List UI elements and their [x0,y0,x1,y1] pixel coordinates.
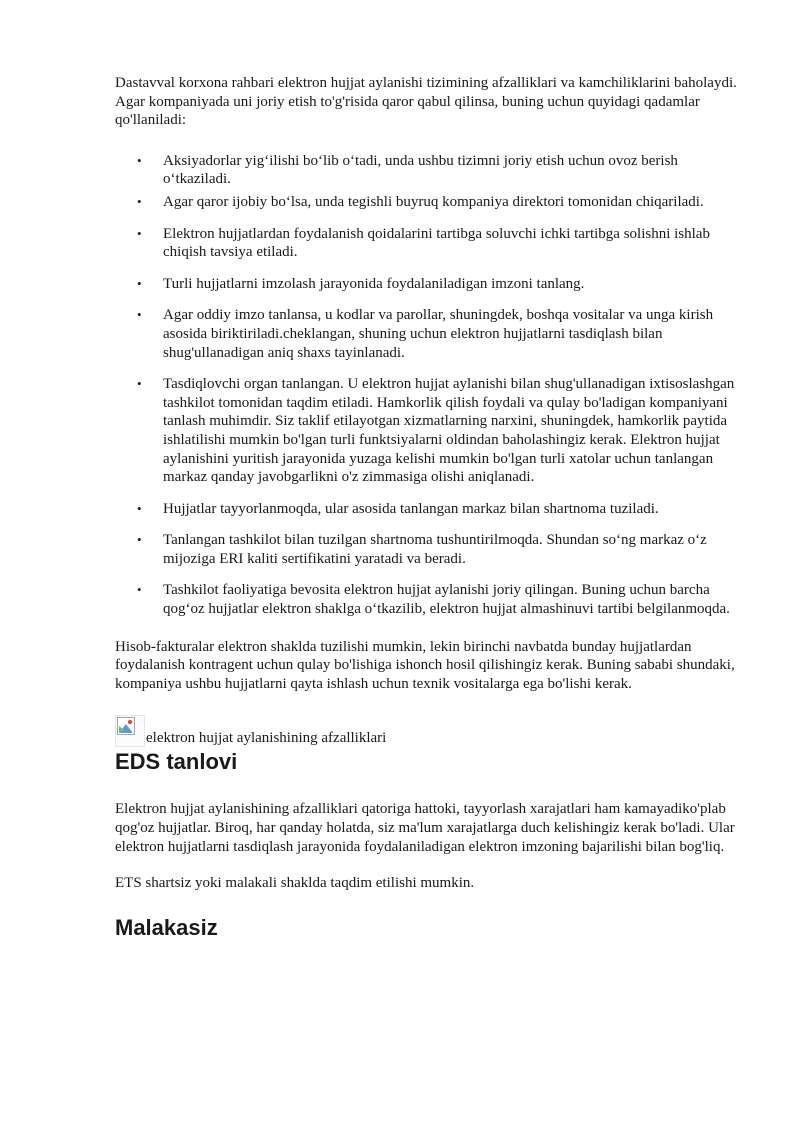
list-item-text: Agar oddiy imzo tanlansa, u kodlar va parollar, shuningdek, boshqa vositalar va unga kirish asosida biriktiriladi.cheklangan, shuning uchun elektron hujjatlarni tasdiqlash bilan shug'ullanadigan aniq shaxs tayinlanadi. [163,307,714,361]
list-item-text: Tanlangan tashkilot bilan tuzilgan shartnoma tushuntirilmoqda. Shundan so‘ng markaz o‘z mijoziga ERI kaliti sertifikatini yaratadi va beradi. [163,532,707,567]
bullet-icon: • [137,275,142,291]
bullet-icon: • [137,152,142,168]
list-item-text: Hujjatlar tayyorlanmoqda, ular asosida tanlangan markaz bilan shartnoma tuziladi. [163,500,659,517]
broken-image-icon [115,715,145,747]
intro-paragraph: Dastavval korxona rahbari elektron hujjat aylanishi tizimining afzalliklari va kamchiliklarini baholaydi. Agar kompaniyada uni joriy etish to'g'risida qaror qabul qilinsa, buning uchun quyidagi qadamlar qo'llaniladi: [115,75,737,129]
steps-list [115,152,740,619]
bullet-icon: • [137,376,142,392]
section-paragraph: Elektron hujjat aylanishining afzalliklari qatoriga hattoki, tayyorlash xarajatlari ham kamayadiko'plab qog'oz hujjatlar. Biroq, har qanday holatda, siz ma'lum xarajatlarga duch kelishingiz kerak bo'ladi. Ular elektron hujjatlarni tasdiqlash jarayonida foydalaniladigan elektron imzoning bajarilishi bilan bog'liq. [115,801,735,855]
list-item [115,275,740,294]
list-item-text: Tasdiqlovchi organ tanlangan. U elektron hujjat aylanishi bilan shug'ullanadigan ixtisoslashgan tashkilot tomonidan taqdim etiladi. Hamkorlik qilish foydali va qulay bo'ladigan kompaniyani tanlash muhimdir. Siz taklif etilayotgan xizmatlarning narxini, shuningdek, hamkorlik paytida ishlatilishi mumkin bo'lgan turli funktsiyalarni oldindan baholashingiz kerak. Elektron hujjat aylanishini yuritish jarayonida yuzaga kelishi mumkin bo'lgan turli xatolar uchun tanlangan markaz qanday javobgarlikni o'z zimmasiga olishi aniqlanadi. [163,376,735,486]
list-item-text: Aksiyadorlar yig‘ilishi bo‘lib o‘tadi, unda ushbu tizimni joriy etish uchun ovoz berish o‘tkaziladi. [163,152,678,188]
section-heading-malakasiz: Malakasiz [115,914,218,940]
section-paragraph: ETS shartsiz yoki malakali shaklda taqdim etilishi mumkin. [115,875,475,892]
bullet-icon: • [137,532,142,548]
bullet-icon: • [137,193,142,209]
list-item [115,375,740,487]
list-item [115,152,740,189]
article-image [115,713,740,747]
list-item [115,531,740,568]
list-item-text: Tashkilot faoliyatiga bevosita elektron hujjat aylanishi joriy qilingan. Buning uchun barcha qog‘oz hujjatlar elektron shaklga o‘tkazilib, elektron hujjat almashinuvi tartibi belgilanmoqda. [163,582,730,618]
bullet-icon: • [137,582,142,598]
image-alt-text: elektron hujjat aylanishining afzalliklari [146,730,387,747]
list-item [115,225,740,262]
closing-paragraph: Hisob-fakturalar elektron shaklda tuzilishi mumkin, lekin birinchi navbatda bunday hujjatlardan foydalanish kontragent uchun qulay bo'lishiga ishonch hosil qilishingiz kerak. Buning sababi shundaki, kompaniya ushbu hujjatlarni qayta ishlash uchun texnik vositalarga ega bo'lishi kerak. [115,638,735,692]
list-item-text: Elektron hujjatlardan foydalanish qoidalarini tartibga soluvchi ichki tartibga solishni ishlab chiqish tavsiya etiladi. [163,225,710,261]
list-item-text: Agar qaror ijobiy bo‘lsa, unda tegishli buyruq kompaniya direktori tomonidan chiqariladi. [163,193,704,210]
list-item [115,581,740,618]
section-heading-eds: EDS tanlovi [115,749,238,775]
list-item [115,306,740,362]
list-item [115,500,740,519]
list-item [115,193,740,212]
list-item-text: Turli hujjatlarni imzolash jarayonida foydalaniladigan imzoni tanlang. [163,275,585,292]
bullet-icon: • [137,307,142,323]
bullet-icon: • [137,225,142,241]
bullet-icon: • [137,500,142,516]
